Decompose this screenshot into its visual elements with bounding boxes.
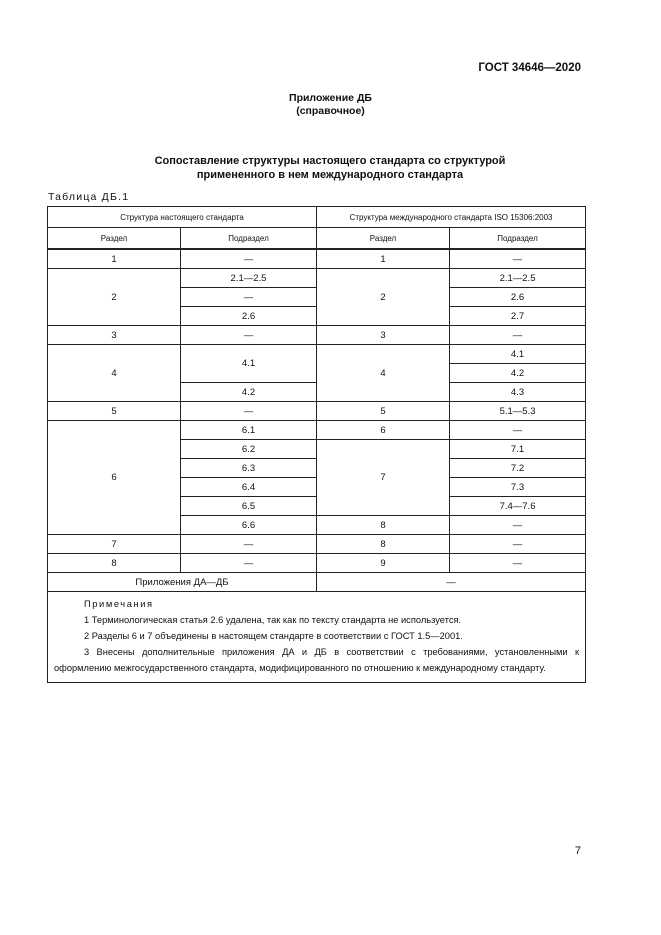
table-row xyxy=(48,249,586,269)
header-right: Структура международного стандарта ISO 15306:2003 xyxy=(317,207,586,228)
appendix-title: Приложение ДБ xyxy=(289,92,372,104)
document-title-line2: примененного в нем международного стандарта xyxy=(196,169,464,181)
cell: — xyxy=(317,573,586,592)
cell: 4.2 xyxy=(181,383,317,402)
cell: — xyxy=(181,326,317,345)
note-3: 3 Внесены дополнительные приложения ДА и ДБ в соответствии с требованиями, установленными к оформлению межгосударственного стандарта, модифицированного по отношению к международному стандарту. xyxy=(54,647,580,673)
cell: 2 xyxy=(317,269,450,326)
cell: 6.6 xyxy=(181,516,317,535)
cell: 3 xyxy=(48,326,181,345)
header-left: Структура настоящего стандарта xyxy=(48,207,317,228)
cell: — xyxy=(181,402,317,421)
table-subheader-row xyxy=(48,228,586,250)
cell: 2.6 xyxy=(181,307,317,326)
table-row xyxy=(48,421,586,440)
cell: 1 xyxy=(317,249,450,269)
notes xyxy=(48,592,586,683)
cell: — xyxy=(450,249,586,269)
cell: 6.3 xyxy=(181,459,317,478)
cell: 7.1 xyxy=(450,440,586,459)
col-subsection-right: Подраздел xyxy=(450,228,586,250)
col-section: Раздел xyxy=(48,228,181,250)
cell: — xyxy=(181,249,317,269)
table-row xyxy=(48,573,586,592)
cell: — xyxy=(450,554,586,573)
notes-title: Примечания xyxy=(84,599,154,609)
cell: 3 xyxy=(317,326,450,345)
cell: 7.4—7.6 xyxy=(450,497,586,516)
note-1: 1 Терминологическая статья 2.6 удалена, так как по тексту стандарта не используется. xyxy=(84,615,462,625)
cell: 6.4 xyxy=(181,478,317,497)
table-row xyxy=(48,269,586,288)
cell: 9 xyxy=(317,554,450,573)
col-subsection: Подраздел xyxy=(181,228,317,250)
cell: 8 xyxy=(317,535,450,554)
cell: 5.1—5.3 xyxy=(450,402,586,421)
document-title xyxy=(120,154,540,182)
appendix-subtitle: (справочное) xyxy=(296,105,365,117)
table-row xyxy=(48,535,586,554)
cell: 4.2 xyxy=(450,364,586,383)
cell: 4 xyxy=(317,345,450,402)
table-row xyxy=(48,326,586,345)
table-label: Таблица ДБ.1 xyxy=(48,191,130,203)
cell: 2.1—2.5 xyxy=(450,269,586,288)
cell: 7.3 xyxy=(450,478,586,497)
cell: 5 xyxy=(48,402,181,421)
cell: 2.7 xyxy=(450,307,586,326)
cell: 6.2 xyxy=(181,440,317,459)
cell: 7 xyxy=(48,535,181,554)
table-row xyxy=(48,345,586,364)
cell: 6 xyxy=(317,421,450,440)
cell: — xyxy=(450,326,586,345)
cell: — xyxy=(181,554,317,573)
cell: 7 xyxy=(317,440,450,516)
standard-code: ГОСТ 34646—2020 xyxy=(478,62,581,74)
cell: 4 xyxy=(48,345,181,402)
cell: 2.6 xyxy=(450,288,586,307)
structure-comparison-table xyxy=(47,206,586,683)
document-title-line1: Сопоставление структуры настоящего стандарта со структурой xyxy=(154,155,506,167)
cell: 8 xyxy=(48,554,181,573)
notes-row xyxy=(48,592,586,683)
col-section-right: Раздел xyxy=(317,228,450,250)
cell: 2 xyxy=(48,269,181,326)
cell: 6 xyxy=(48,421,181,535)
cell: 4.1 xyxy=(181,345,317,383)
table-row xyxy=(48,402,586,421)
table-row xyxy=(48,554,586,573)
cell: — xyxy=(181,288,317,307)
cell: Приложения ДА—ДБ xyxy=(48,573,317,592)
page-number: 7 xyxy=(574,845,581,857)
cell: 7.2 xyxy=(450,459,586,478)
cell: 2.1—2.5 xyxy=(181,269,317,288)
cell: 5 xyxy=(317,402,450,421)
note-2: 2 Разделы 6 и 7 объединены в настоящем стандарте в соответствии с ГОСТ 1.5—2001. xyxy=(84,631,463,641)
cell: — xyxy=(181,535,317,554)
appendix-heading xyxy=(0,92,661,118)
cell: 4.1 xyxy=(450,345,586,364)
cell: — xyxy=(450,516,586,535)
cell: 6.5 xyxy=(181,497,317,516)
cell: 6.1 xyxy=(181,421,317,440)
cell: — xyxy=(450,535,586,554)
table-header-row xyxy=(48,207,586,228)
cell: 1 xyxy=(48,249,181,269)
cell: 8 xyxy=(317,516,450,535)
cell: 4.3 xyxy=(450,383,586,402)
cell: — xyxy=(450,421,586,440)
